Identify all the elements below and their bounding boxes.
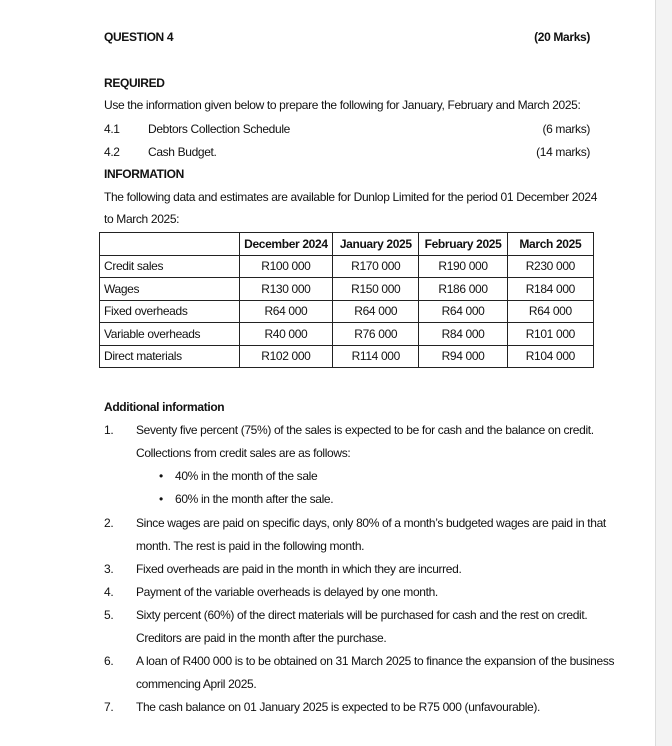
table-cell: R170 000 <box>333 255 419 278</box>
additional-heading: Additional information <box>104 400 225 414</box>
table-cell: R64 000 <box>419 300 507 323</box>
table-row <box>100 323 594 346</box>
list-text: commencing April 2025. <box>136 677 257 691</box>
list-number: 2. <box>104 516 114 530</box>
item-marks: (6 marks) <box>542 122 590 136</box>
table-cell: R186 000 <box>419 278 507 301</box>
list-number: 7. <box>104 700 114 714</box>
table-header-cell: December 2024 <box>239 233 332 256</box>
list-text: A loan of R400 000 is to be obtained on 31 March 2025 to finance the expansion of the business <box>136 654 615 668</box>
table-header-blank <box>100 233 240 256</box>
question-header <box>104 30 590 44</box>
information-line-2: to March 2025: <box>104 212 180 226</box>
table-cell: R230 000 <box>507 255 593 278</box>
row-label: Credit sales <box>100 255 240 278</box>
row-label: Wages <box>100 278 240 301</box>
row-label: Direct materials <box>100 345 240 368</box>
bullet-text: 40% in the month of the sale <box>175 469 318 483</box>
table-row <box>100 300 594 323</box>
table-cell: R190 000 <box>419 255 507 278</box>
list-number: 1. <box>104 423 114 437</box>
question-marks: (20 Marks) <box>534 30 590 44</box>
table-cell: R100 000 <box>239 255 332 278</box>
table-cell: R102 000 <box>239 345 332 368</box>
table-header-cell: January 2025 <box>333 233 419 256</box>
row-label: Variable overheads <box>100 323 240 346</box>
item-marks: (14 marks) <box>536 145 590 159</box>
budget-data-table <box>99 232 594 368</box>
list-number: 4. <box>104 585 114 599</box>
information-line-1: The following data and estimates are available for Dunlop Limited for the period 01 December 2024 <box>104 190 598 204</box>
list-text: Fixed overheads are paid in the month in which they are incurred. <box>136 562 462 576</box>
table-cell: R114 000 <box>333 345 419 368</box>
table-cell: R104 000 <box>507 345 593 368</box>
table-cell: R130 000 <box>239 278 332 301</box>
list-number: 6. <box>104 654 114 668</box>
required-intro: Use the information given below to prepare the following for January, February and March 2025: <box>104 98 581 112</box>
list-text: Collections from credit sales are as follows: <box>136 446 351 460</box>
list-text: Payment of the variable overheads is delayed by one month. <box>136 585 438 599</box>
item-number: 4.2 <box>104 145 120 159</box>
list-text: Sixty percent (60%) of the direct materials will be purchased for cash and the rest on credit. <box>136 608 588 622</box>
list-text: Creditors are paid in the month after the purchase. <box>136 631 387 645</box>
required-heading: REQUIRED <box>104 76 165 90</box>
list-number: 5. <box>104 608 114 622</box>
table-row <box>100 255 594 278</box>
bullet-text: 60% in the month after the sale. <box>175 492 334 506</box>
table-cell: R101 000 <box>507 323 593 346</box>
table-row <box>100 278 594 301</box>
item-label: Cash Budget. <box>148 145 217 159</box>
table-header-row <box>100 233 594 256</box>
table-cell: R64 000 <box>507 300 593 323</box>
table-cell: R184 000 <box>507 278 593 301</box>
list-text: month. The rest is paid in the following month. <box>136 539 365 553</box>
table-cell: R84 000 <box>419 323 507 346</box>
row-label: Fixed overheads <box>100 300 240 323</box>
table-cell: R94 000 <box>419 345 507 368</box>
table-header-cell: February 2025 <box>419 233 507 256</box>
table-header-cell: March 2025 <box>507 233 593 256</box>
item-label: Debtors Collection Schedule <box>148 122 290 136</box>
information-heading: INFORMATION <box>104 167 184 181</box>
table-cell: R76 000 <box>333 323 419 346</box>
table-cell: R150 000 <box>333 278 419 301</box>
bullet-dot-icon: • <box>159 469 163 483</box>
table-cell: R40 000 <box>239 323 332 346</box>
list-text: Since wages are paid on specific days, only 80% of a month’s budgeted wages are paid in that <box>136 516 606 530</box>
list-number: 3. <box>104 562 114 576</box>
bullet-dot-icon: • <box>159 492 163 506</box>
list-text: The cash balance on 01 January 2025 is expected to be R75 000 (unfavourable). <box>136 700 541 714</box>
table-cell: R64 000 <box>333 300 419 323</box>
table-cell: R64 000 <box>239 300 332 323</box>
list-text: Seventy five percent (75%) of the sales is expected to be for cash and the balance on credit. <box>136 423 594 437</box>
table-row <box>100 345 594 368</box>
question-title: QUESTION 4 <box>104 30 174 44</box>
item-number: 4.1 <box>104 122 120 136</box>
